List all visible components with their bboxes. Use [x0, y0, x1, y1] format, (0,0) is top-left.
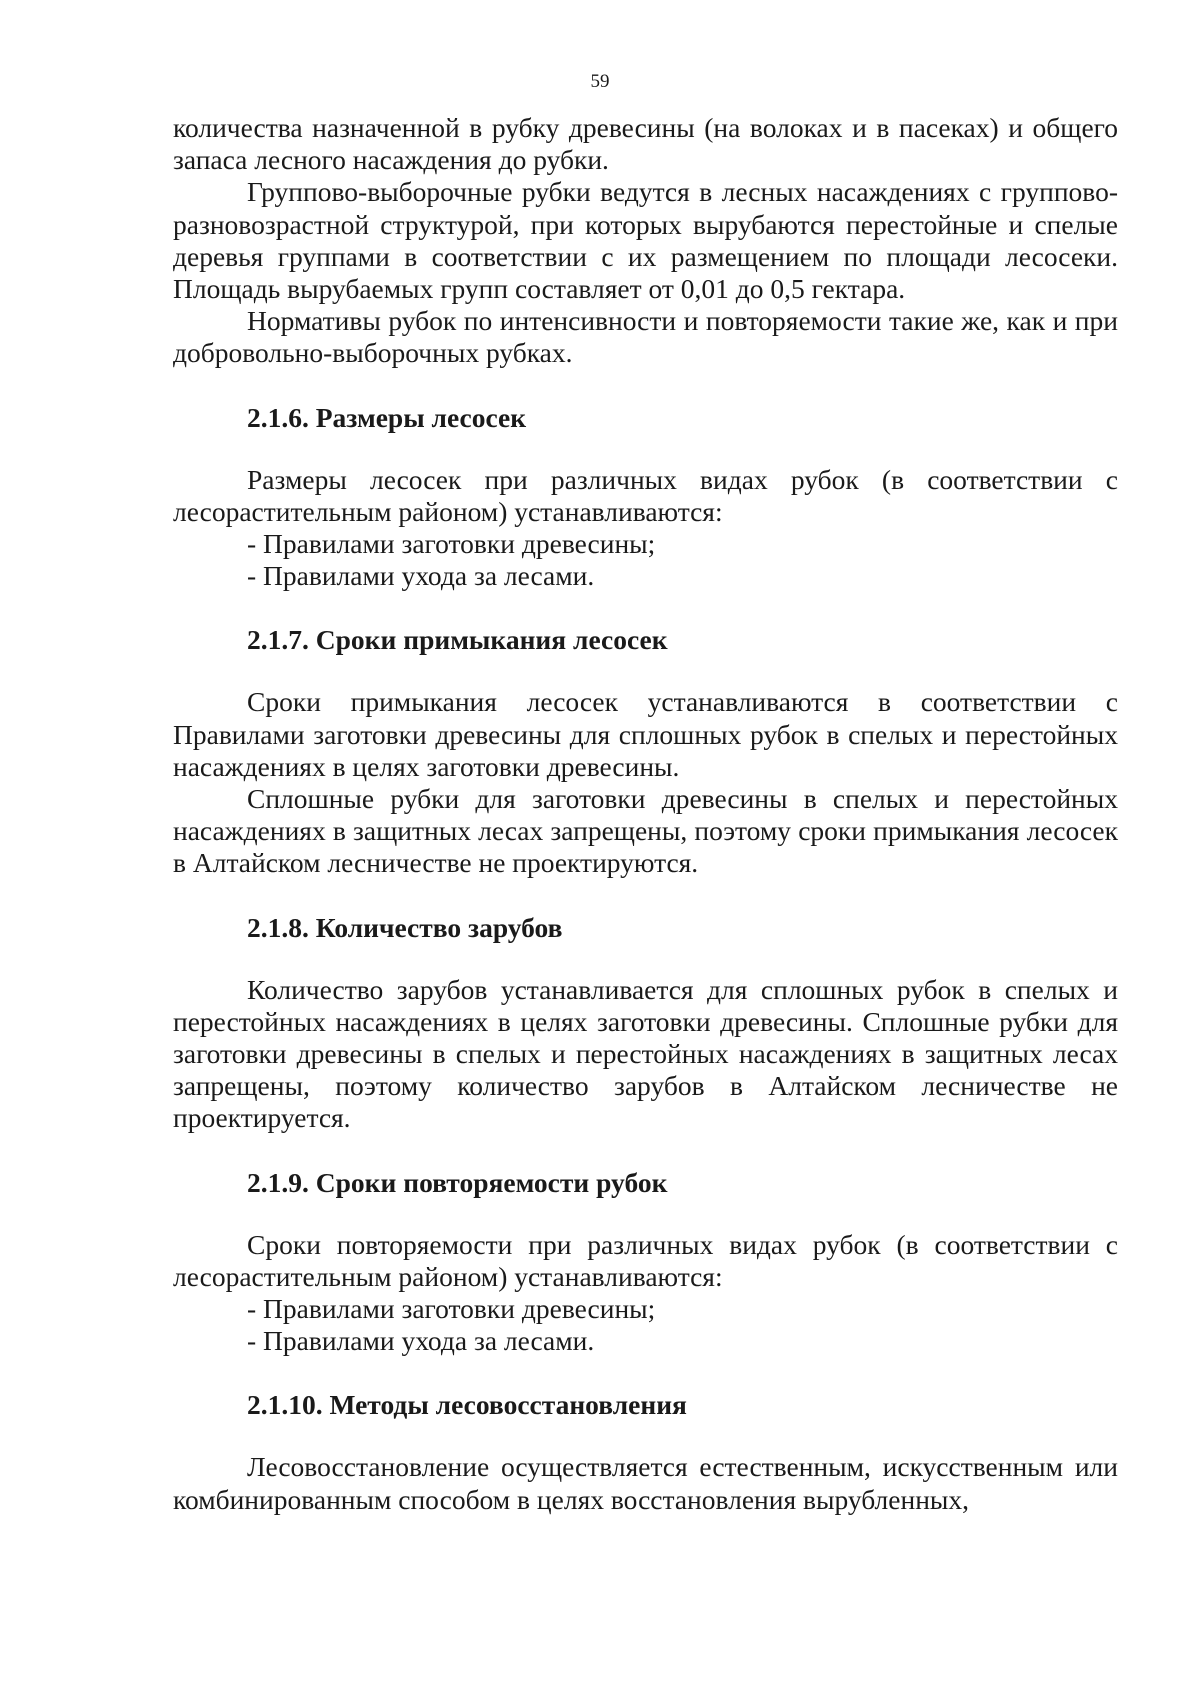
section-paragraph: Сплошные рубки для заготовки древесины в спелых и перестойных насаждениях в защитных лесах запрещены, поэтому сроки примыкания лесосек в Алтайском лесничестве не проектируются. — [173, 783, 1118, 879]
section-paragraph: Количество зарубов устанавливается для сплошных рубок в спелых и перестойных насаждениях в целях заготовки древесины. Сплошные рубки для заготовки древесины в спелых и перестойных насаждениях в защитных лесах запрещены, поэтому количество зарубов в Алтайском лесничестве не проектируется. — [173, 973, 1118, 1134]
section-2-1-7 — [173, 624, 1118, 879]
section-heading: 2.1.9. Сроки повторяемости рубок — [247, 1166, 668, 1198]
intro-paragraph-1: количества назначенной в рубку древесины (на волоках и в пасеках) и общего запаса лесного насаждения до рубки. — [173, 112, 1118, 176]
section-heading: 2.1.8. Количество зарубов — [247, 911, 563, 943]
section-paragraph: Сроки примыкания лесосек устанавливаются в соответствии с Правилами заготовки древесины для сплошных рубок в спелых и перестойных насаждениях в целях заготовки древесины. — [173, 686, 1118, 782]
section-heading: 2.1.6. Размеры лесосек — [247, 401, 527, 433]
section-2-1-6 — [173, 402, 1118, 593]
page-number: 59 — [590, 71, 610, 92]
list-item: - Правилами заготовки древесины; — [247, 1293, 656, 1325]
section-heading: 2.1.10. Методы лесовосстановления — [247, 1389, 687, 1421]
list-item: - Правилами ухода за лесами. — [247, 1325, 595, 1357]
section-2-1-9 — [173, 1167, 1118, 1358]
intro-paragraph-3: Нормативы рубок по интенсивности и повторяемости такие же, как и при добровольно-выборочных рубках. — [173, 305, 1118, 369]
section-2-1-8 — [173, 912, 1118, 1135]
section-2-1-10 — [173, 1389, 1118, 1515]
section-paragraph: Размеры лесосек при различных видах рубок (в соответствии с лесорастительным районом) устанавливаются: — [173, 463, 1118, 527]
intro-paragraph-2: Группово-выборочные рубки ведутся в лесных насаждениях с группово-разновозрастной структурой, при которых вырубаются перестойные и спелые деревья группами в соответствии с их размещением по площади лесосеки. Площадь вырубаемых групп составляет от 0,01 до 0,5 гектара. — [173, 176, 1118, 305]
section-paragraph: Сроки повторяемости при различных видах рубок (в соответствии с лесорастительным районом) устанавливаются: — [173, 1228, 1118, 1292]
list-item: - Правилами заготовки древесины; — [247, 528, 656, 560]
section-paragraph: Лесовосстановление осуществляется естественным, искусственным или комбинированным способом в целях восстановления вырубленных, — [173, 1451, 1118, 1515]
section-heading: 2.1.7. Сроки примыкания лесосек — [247, 624, 668, 656]
list-item: - Правилами ухода за лесами. — [247, 560, 595, 592]
document-body — [173, 112, 1118, 1516]
